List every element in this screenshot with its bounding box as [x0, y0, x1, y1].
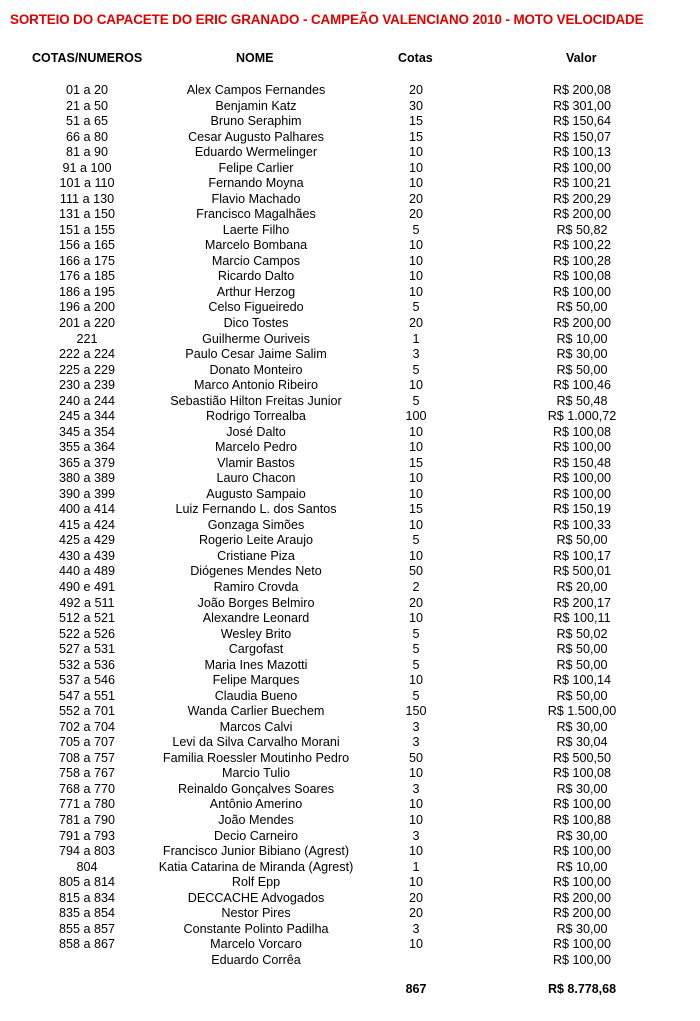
valor-cell: R$ 301,00: [552, 98, 612, 113]
cotas-cell: 2: [412, 580, 420, 594]
header-valor: Valor: [566, 51, 597, 65]
cotas-cell: 10: [408, 844, 424, 859]
page-title: SORTEIO DO CAPACETE DO ERIC GRANADO - CAMPEÃO VALENCIANO 2010 - MOTO VELOCIDADE: [10, 12, 644, 27]
cotas-numeros-cell: 51 a 65: [65, 114, 109, 129]
name-cell: Decio Carneiro: [214, 828, 298, 843]
cotas-cell: 10: [408, 176, 424, 191]
name-cell: Alex Campos Fernandes: [186, 83, 326, 97]
cotas-cell: 10: [408, 812, 424, 827]
cotas-cell: 10: [408, 424, 424, 439]
cotas-cell: 20: [408, 890, 424, 905]
cotas-numeros-cell: 230 a 239: [58, 378, 116, 393]
valor-cell: R$ 30,00: [556, 781, 608, 796]
table-row: [0, 99, 700, 115]
cotas-cell: 10: [408, 440, 424, 455]
table-row: [0, 549, 700, 565]
table-row: [0, 83, 700, 99]
cotas-numeros-cell: 221: [76, 331, 98, 346]
cotas-cell: 5: [412, 688, 420, 703]
raffle-table: [0, 83, 700, 968]
table-row: [0, 363, 700, 379]
valor-cell: R$ 200,00: [552, 890, 612, 905]
name-cell: Felipe Carlier: [218, 160, 294, 175]
cotas-cell: 5: [412, 657, 420, 672]
name-cell: Fernando Moyna: [208, 176, 304, 191]
cotas-numeros-cell: 222 a 224: [58, 347, 116, 362]
cotas-cell: 30: [408, 98, 424, 113]
table-row: [0, 207, 700, 223]
table-row: [0, 829, 700, 845]
valor-cell: R$ 30,00: [556, 921, 608, 936]
valor-cell: R$ 200,00: [552, 207, 612, 222]
cotas-cell: 150: [405, 704, 427, 719]
table-row: [0, 440, 700, 456]
cotas-numeros-cell: 771 a 780: [58, 797, 116, 812]
cotas-cell: 20: [408, 315, 424, 330]
cotas-numeros-cell: 225 a 229: [58, 362, 116, 377]
table-row: [0, 223, 700, 239]
cotas-numeros-cell: 855 a 857: [58, 921, 116, 936]
name-cell: Rolf Epp: [231, 875, 281, 890]
name-cell: Lauro Chacon: [216, 471, 296, 486]
name-cell: Luiz Fernando L. dos Santos: [175, 502, 337, 517]
table-row: [0, 332, 700, 348]
valor-cell: R$ 100,00: [552, 486, 612, 501]
valor-cell: R$ 1.000,72: [547, 409, 617, 424]
valor-cell: R$ 150,07: [552, 129, 612, 144]
cotas-cell: 20: [408, 906, 424, 921]
cotas-numeros-cell: 805 a 814: [58, 875, 116, 890]
valor-cell: R$ 100,14: [552, 673, 612, 688]
table-row: [0, 285, 700, 301]
name-cell: Celso Figueiredo: [208, 300, 304, 315]
cotas-cell: 50: [408, 750, 424, 765]
table-row: [0, 425, 700, 441]
valor-cell: R$ 50,02: [556, 626, 608, 641]
cotas-cell: 100: [405, 409, 427, 424]
valor-cell: R$ 30,04: [556, 735, 608, 750]
cotas-numeros-cell: 355 a 364: [58, 440, 116, 455]
table-row: [0, 627, 700, 643]
cotas-numeros-cell: 111 a 130: [59, 191, 115, 206]
table-row: [0, 409, 700, 425]
valor-cell: R$ 200,08: [552, 83, 612, 97]
valor-cell: R$ 100,00: [552, 875, 612, 890]
table-row: [0, 238, 700, 254]
table-row: [0, 875, 700, 891]
cotas-cell: 15: [408, 455, 424, 470]
name-cell: Familia Roessler Moutinho Pedro: [162, 750, 350, 765]
name-cell: Guilherme Ouriveis: [202, 331, 310, 346]
cotas-cell: 5: [412, 533, 420, 548]
name-cell: Levi da Silva Carvalho Morani: [172, 735, 340, 750]
cotas-cell: 3: [412, 828, 420, 843]
table-row: [0, 487, 700, 503]
table-row: [0, 953, 700, 969]
cotas-cell: 20: [408, 191, 424, 206]
name-cell: Marcelo Bombana: [204, 238, 308, 253]
name-cell: Ricardo Dalto: [217, 269, 295, 284]
table-row: [0, 596, 700, 612]
name-cell: Francisco Junior Bibiano (Agrest): [162, 844, 350, 859]
valor-cell: R$ 50,00: [556, 642, 608, 657]
cotas-cell: 10: [408, 937, 424, 952]
table-row: [0, 611, 700, 627]
header-nome: NOME: [236, 51, 274, 65]
cotas-cell: 10: [408, 548, 424, 563]
valor-cell: R$ 100,00: [552, 937, 612, 952]
cotas-numeros-cell: 81 a 90: [65, 145, 109, 160]
table-row: [0, 860, 700, 876]
valor-cell: R$ 10,00: [556, 331, 608, 346]
name-cell: Benjamin Katz: [215, 98, 297, 113]
cotas-numeros-cell: 91 a 100: [62, 160, 112, 175]
cotas-numeros-cell: 708 a 757: [58, 750, 116, 765]
cotas-cell: 10: [408, 145, 424, 160]
valor-cell: R$ 200,00: [552, 906, 612, 921]
table-row: [0, 130, 700, 146]
table-row: [0, 751, 700, 767]
cotas-cell: 5: [412, 222, 420, 237]
cotas-numeros-cell: 345 a 354: [58, 424, 116, 439]
valor-cell: R$ 100,00: [552, 844, 612, 859]
cotas-numeros-cell: 400 a 414: [58, 502, 116, 517]
valor-cell: R$ 1.500,00: [547, 704, 617, 719]
cotas-cell: 10: [408, 269, 424, 284]
valor-cell: R$ 10,00: [556, 859, 608, 874]
cotas-cell: 10: [408, 253, 424, 268]
cotas-cell: 15: [408, 129, 424, 144]
valor-cell: R$ 150,48: [552, 455, 612, 470]
valor-cell: R$ 100,00: [552, 471, 612, 486]
name-cell: Constante Polinto Padilha: [183, 921, 329, 936]
name-cell: Felipe Marques: [212, 673, 300, 688]
table-row: [0, 316, 700, 332]
name-cell: Donato Monteiro: [209, 362, 303, 377]
table-row: [0, 797, 700, 813]
valor-cell: R$ 200,00: [552, 315, 612, 330]
table-row: [0, 347, 700, 363]
valor-cell: R$ 50,00: [556, 688, 608, 703]
cotas-numeros-cell: 815 a 834: [58, 890, 116, 905]
name-cell: Marcio Tulio: [222, 766, 290, 781]
table-row: [0, 192, 700, 208]
name-cell: Wanda Carlier Buechem: [187, 704, 325, 719]
cotas-cell: 5: [412, 642, 420, 657]
name-cell: Cesar Augusto Palhares: [188, 129, 324, 144]
cotas-cell: 1: [412, 331, 420, 346]
name-cell: Dico Tostes: [223, 315, 289, 330]
cotas-numeros-cell: 380 a 389: [58, 471, 116, 486]
name-cell: Cristiane Piza: [217, 548, 295, 563]
cotas-numeros-cell: 527 a 531: [58, 642, 116, 657]
name-cell: Alexandre Leonard: [202, 611, 310, 626]
cotas-numeros-cell: 705 a 707: [58, 735, 116, 750]
valor-cell: R$ 100,88: [552, 812, 612, 827]
table-row: [0, 704, 700, 720]
table-row: [0, 161, 700, 177]
valor-cell: R$ 100,00: [552, 284, 612, 299]
table-row: [0, 844, 700, 860]
cotas-numeros-cell: 66 a 80: [65, 129, 109, 144]
name-cell: DECCACHE Advogados: [187, 890, 325, 905]
name-cell: João Borges Belmiro: [197, 595, 315, 610]
valor-cell: R$ 100,00: [552, 797, 612, 812]
table-row: [0, 689, 700, 705]
table-row: [0, 456, 700, 472]
cotas-numeros-cell: 858 a 867: [58, 937, 116, 952]
name-cell: Marco Antonio Ribeiro: [194, 378, 318, 393]
name-cell: Nestor Pires: [221, 906, 291, 921]
valor-cell: R$ 100,11: [553, 611, 611, 626]
valor-cell: R$ 100,08: [552, 424, 612, 439]
valor-cell: R$ 100,22: [552, 238, 612, 253]
cotas-cell: 3: [412, 735, 420, 750]
valor-cell: R$ 100,33: [552, 517, 612, 532]
cotas-cell: 3: [412, 781, 420, 796]
cotas-cell: 3: [412, 347, 420, 362]
cotas-numeros-cell: 166 a 175: [58, 253, 116, 268]
valor-cell: R$ 100,08: [552, 766, 612, 781]
name-cell: Claudia Bueno: [214, 688, 298, 703]
name-cell: Reinaldo Gonçalves Soares: [177, 781, 335, 796]
table-row: [0, 673, 700, 689]
name-cell: Antônio Amerino: [209, 797, 303, 812]
valor-cell: R$ 100,08: [552, 269, 612, 284]
name-cell: Bruno Seraphim: [210, 114, 302, 129]
table-row: [0, 269, 700, 285]
cotas-numeros-cell: 702 a 704: [58, 719, 116, 734]
valor-cell: R$ 30,00: [556, 719, 608, 734]
valor-cell: R$ 100,28: [552, 253, 612, 268]
name-cell: Marcos Calvi: [219, 719, 293, 734]
valor-cell: R$ 50,00: [556, 657, 608, 672]
cotas-numeros-cell: 01 a 20: [65, 83, 109, 97]
table-row: [0, 145, 700, 161]
cotas-cell: 10: [408, 284, 424, 299]
cotas-numeros-cell: 768 a 770: [58, 781, 116, 796]
name-cell: Flavio Machado: [211, 191, 301, 206]
cotas-numeros-cell: 794 a 803: [58, 844, 116, 859]
table-row: [0, 394, 700, 410]
table-row: [0, 533, 700, 549]
name-cell: Rodrigo Torrealba: [206, 409, 306, 424]
cotas-numeros-cell: 196 a 200: [58, 300, 116, 315]
cotas-cell: 10: [408, 160, 424, 175]
valor-cell: R$ 100,13: [552, 145, 612, 160]
valor-cell: R$ 50,00: [556, 362, 608, 377]
cotas-cell: 10: [408, 517, 424, 532]
table-row: [0, 720, 700, 736]
name-cell: Ramiro Crovda: [213, 580, 299, 594]
cotas-cell: 10: [408, 766, 424, 781]
cotas-cell: 10: [408, 673, 424, 688]
cotas-numeros-cell: 758 a 767: [58, 766, 116, 781]
cotas-cell: 3: [412, 921, 420, 936]
name-cell: Eduardo Corrêa: [211, 952, 301, 967]
table-row: [0, 658, 700, 674]
table-row: [0, 114, 700, 130]
cotas-cell: 50: [408, 564, 424, 579]
cotas-numeros-cell: 245 a 344: [58, 409, 116, 424]
name-cell: Vlamir Bastos: [217, 455, 295, 470]
header-cotas-numeros: COTAS/NUMEROS: [32, 51, 143, 65]
valor-cell: R$ 100,00: [552, 160, 612, 175]
table-row: [0, 906, 700, 922]
table-row: [0, 735, 700, 751]
name-cell: Francisco Magalhães: [196, 207, 316, 222]
name-cell: Maria Ines Mazotti: [204, 657, 308, 672]
name-cell: Diógenes Mendes Neto: [190, 564, 322, 579]
cotas-numeros-cell: 512 a 521: [58, 611, 116, 626]
cotas-numeros-cell: 390 a 399: [58, 486, 116, 501]
cotas-cell: 5: [412, 626, 420, 641]
valor-cell: R$ 500,01: [552, 564, 612, 579]
name-cell: Marcio Campos: [211, 253, 301, 268]
table-row: [0, 176, 700, 192]
valor-cell: R$ 100,21: [552, 176, 612, 191]
valor-cell: R$ 50,00: [556, 300, 608, 315]
name-cell: Marcelo Vorcaro: [210, 937, 302, 952]
valor-cell: R$ 100,00: [552, 952, 612, 967]
cotas-numeros-cell: 440 a 489: [58, 564, 116, 579]
name-cell: Katia Catarina de Miranda (Agrest): [158, 859, 354, 874]
cotas-numeros-cell: 522 a 526: [58, 626, 116, 641]
cotas-numeros-cell: 201 a 220: [58, 315, 116, 330]
table-row: [0, 891, 700, 907]
name-cell: Gonzaga Simões: [207, 517, 305, 532]
cotas-numeros-cell: 537 a 546: [58, 673, 116, 688]
table-row: [0, 300, 700, 316]
header-cotas: Cotas: [398, 51, 433, 65]
cotas-cell: 5: [412, 393, 420, 408]
valor-cell: R$ 50,48: [556, 393, 608, 408]
name-cell: José Dalto: [226, 424, 286, 439]
cotas-numeros-cell: 781 a 790: [58, 812, 116, 827]
cotas-cell: 20: [408, 207, 424, 222]
name-cell: Eduardo Wermelinger: [194, 145, 318, 160]
valor-cell: R$ 20,00: [556, 580, 608, 594]
table-row: [0, 937, 700, 953]
table-row: [0, 813, 700, 829]
name-cell: Cargofast: [228, 642, 284, 657]
total-valor: R$ 8.778,68: [547, 982, 617, 996]
cotas-numeros-cell: 430 a 439: [58, 548, 116, 563]
table-row: [0, 471, 700, 487]
cotas-cell: 3: [412, 719, 420, 734]
cotas-cell: 10: [408, 238, 424, 253]
valor-cell: R$ 200,29: [552, 191, 612, 206]
valor-cell: R$ 150,19: [552, 502, 612, 517]
name-cell: Augusto Sampaio: [206, 486, 306, 501]
valor-cell: R$ 100,46: [552, 378, 612, 393]
valor-cell: R$ 30,00: [556, 347, 608, 362]
cotas-numeros-cell: 552 a 701: [58, 704, 116, 719]
name-cell: Wesley Brito: [220, 626, 292, 641]
cotas-numeros-cell: 151 a 155: [58, 222, 116, 237]
table-row: [0, 642, 700, 658]
cotas-cell: 10: [408, 378, 424, 393]
name-cell: Rogerio Leite Araujo: [198, 533, 314, 548]
cotas-numeros-cell: 804: [76, 859, 98, 874]
cotas-numeros-cell: 186 a 195: [58, 284, 116, 299]
cotas-cell: 5: [412, 362, 420, 377]
valor-cell: R$ 50,82: [556, 222, 608, 237]
valor-cell: R$ 200,17: [552, 595, 612, 610]
name-cell: Laerte Filho: [222, 222, 290, 237]
valor-cell: R$ 50,00: [556, 533, 608, 548]
cotas-numeros-cell: 490 e 491: [58, 580, 116, 594]
name-cell: João Mendes: [218, 812, 294, 827]
table-row: [0, 518, 700, 534]
cotas-numeros-cell: 415 a 424: [58, 517, 116, 532]
cotas-cell: 10: [408, 797, 424, 812]
cotas-numeros-cell: 835 a 854: [58, 906, 116, 921]
table-row: [0, 580, 700, 596]
cotas-numeros-cell: 101 a 110: [59, 176, 115, 191]
cotas-cell: 10: [408, 875, 424, 890]
cotas-cell: 10: [408, 486, 424, 501]
table-row: [0, 378, 700, 394]
cotas-cell: 1: [412, 859, 420, 874]
cotas-numeros-cell: 365 a 379: [58, 455, 116, 470]
cotas-numeros-cell: 547 a 551: [58, 688, 116, 703]
cotas-cell: 10: [408, 471, 424, 486]
cotas-numeros-cell: 492 a 511: [59, 595, 115, 610]
cotas-numeros-cell: 240 a 244: [58, 393, 116, 408]
table-row: [0, 922, 700, 938]
table-row: [0, 766, 700, 782]
table-row: [0, 254, 700, 270]
cotas-numeros-cell: 425 a 429: [58, 533, 116, 548]
cotas-cell: 15: [408, 114, 424, 129]
valor-cell: R$ 30,00: [556, 828, 608, 843]
cotas-numeros-cell: 532 a 536: [58, 657, 116, 672]
valor-cell: R$ 500,50: [552, 750, 612, 765]
table-row: [0, 502, 700, 518]
cotas-numeros-cell: 791 a 793: [58, 828, 116, 843]
table-row: [0, 564, 700, 580]
total-cotas: 867: [405, 982, 427, 996]
cotas-numeros-cell: 156 a 165: [58, 238, 116, 253]
valor-cell: R$ 150,64: [552, 114, 612, 129]
valor-cell: R$ 100,17: [552, 548, 612, 563]
name-cell: Sebastião Hilton Freitas Junior: [170, 393, 342, 408]
name-cell: Arthur Herzog: [216, 284, 296, 299]
cotas-numeros-cell: 176 a 185: [58, 269, 116, 284]
cotas-numeros-cell: 131 a 150: [58, 207, 116, 222]
cotas-numeros-cell: 21 a 50: [65, 98, 109, 113]
cotas-cell: 10: [408, 611, 424, 626]
name-cell: Paulo Cesar Jaime Salim: [185, 347, 327, 362]
valor-cell: R$ 100,00: [552, 440, 612, 455]
cotas-cell: 5: [412, 300, 420, 315]
cotas-cell: 20: [408, 83, 424, 97]
cotas-cell: 15: [408, 502, 424, 517]
cotas-cell: 20: [408, 595, 424, 610]
name-cell: Marcelo Pedro: [215, 440, 297, 455]
table-row: [0, 782, 700, 798]
